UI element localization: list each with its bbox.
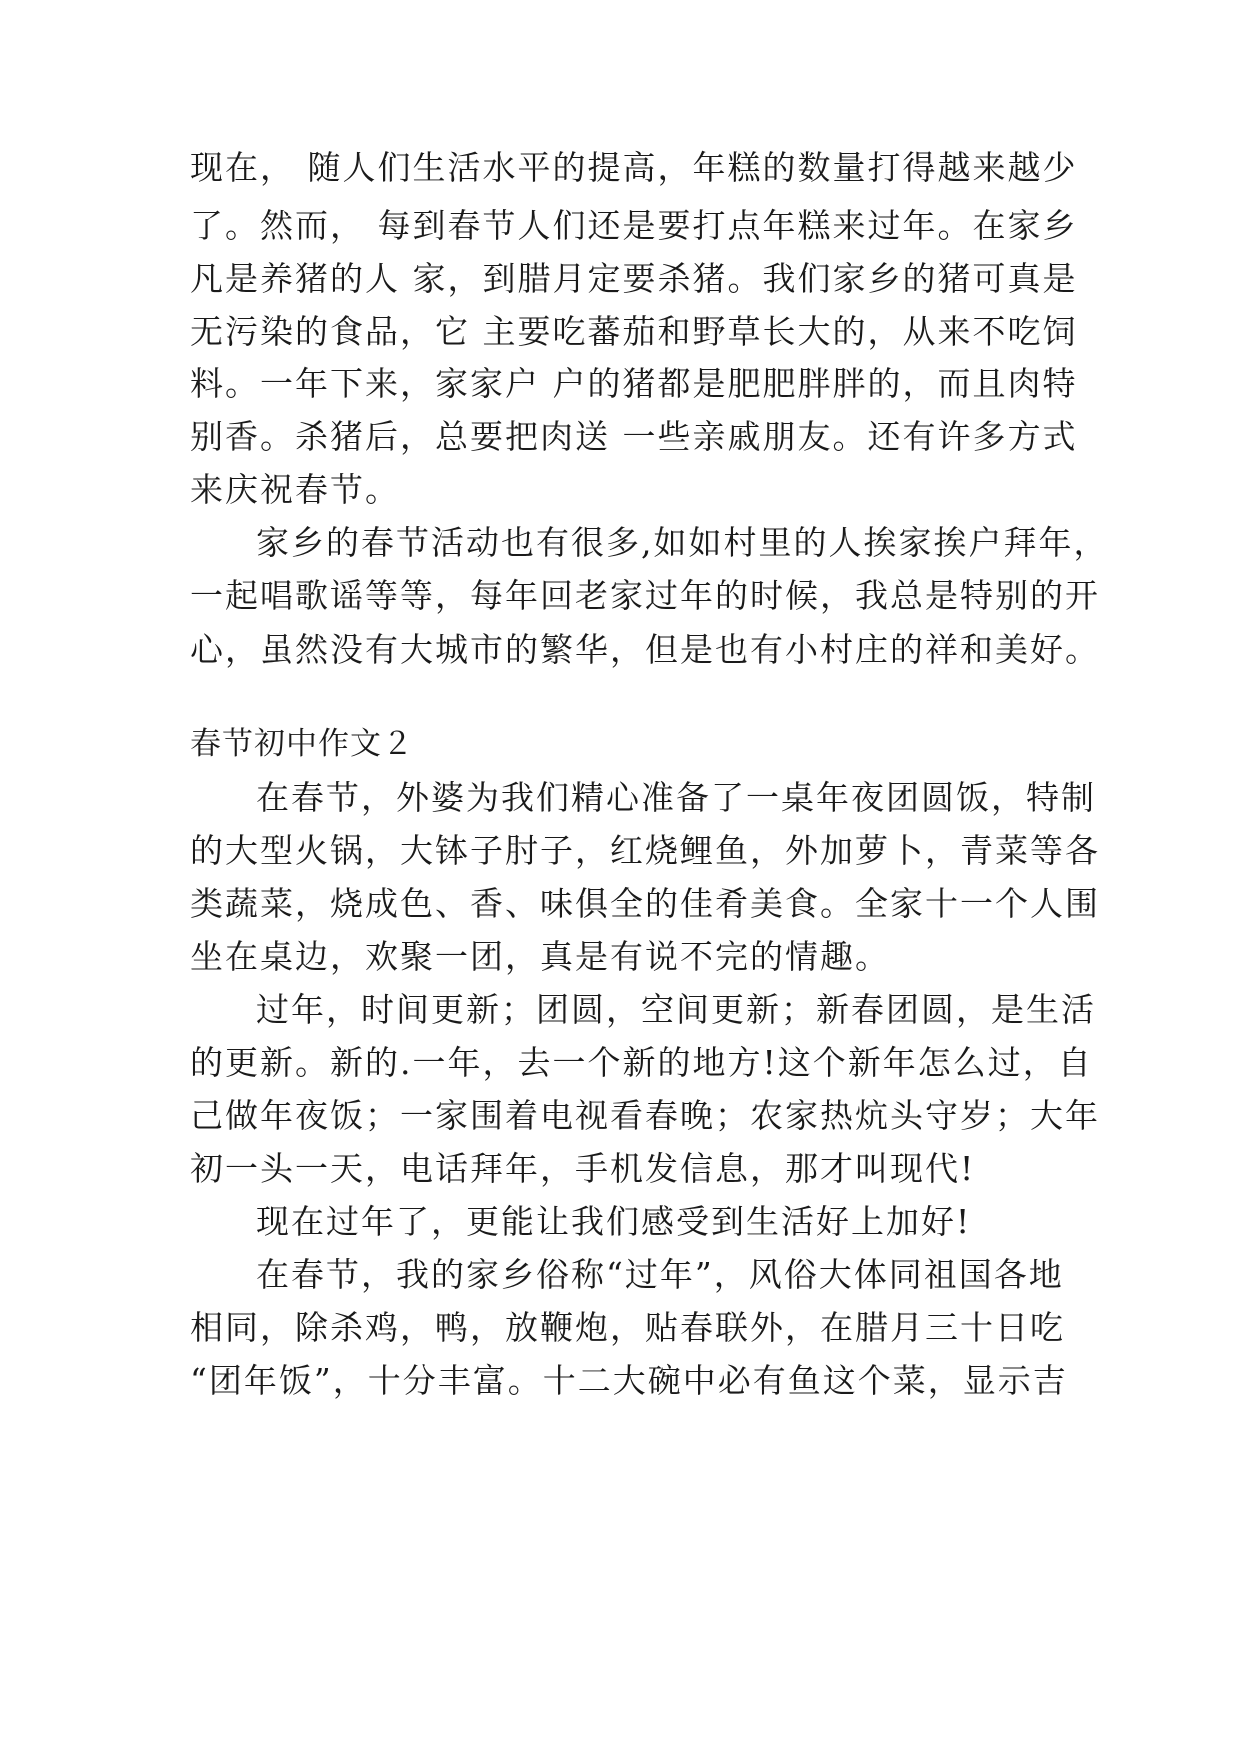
text-line: 坐在桌边，欢聚一团，真是有说不完的情趣。: [190, 937, 890, 976]
text-line: 现在过年了，更能让我们感受到生活好上加好!: [256, 1202, 972, 1241]
text-line: 心，虽然没有大城市的繁华，但是也有小村庄的祥和美好。: [190, 630, 1100, 669]
text-line: 了。然而， 每到春节人们还是要打点年糕来过年。在家乡: [190, 206, 1078, 245]
text-line: “团年饭”，十分丰富。十二大碗中必有鱼这个菜，显示吉: [190, 1361, 1068, 1400]
text-line: 别香。杀猪后，总要把肉送 一些亲戚朋友。还有许多方式: [190, 417, 1078, 456]
text-line: 类蔬菜，烧成色、香、味俱全的佳肴美食。全家十一个人围: [190, 884, 1100, 923]
text-line: 一起唱歌谣等等，每年回老家过年的时候，我总是特别的开: [190, 576, 1100, 615]
text-line: 家乡的春节活动也有很多,如如村里的人挨家挨户拜年，: [256, 523, 1109, 562]
text-line: 现在， 随人们生活水平的提高，年糕的数量打得越来越少: [190, 148, 1078, 187]
text-line: 在春节，我的家乡俗称“过年”，风俗大体同祖国各地: [256, 1255, 1064, 1294]
text-line: 的更新。新的.一年，去一个新的地方!这个新年怎么过，自: [190, 1043, 1093, 1082]
text-line: 无污染的食品，它 主要吃蕃茄和野草长大的，从来不吃饲: [190, 312, 1078, 351]
text-line: 初一头一天，电话拜年，手机发信息，那才叫现代!: [190, 1149, 976, 1188]
text-line: 凡是养猪的人 家，到腊月定要杀猪。我们家乡的猪可真是: [190, 259, 1078, 298]
text-line: 在春节，外婆为我们精心准备了一桌年夜团圆饭，特制: [256, 778, 1096, 817]
text-line: 的大型火锅，大钵子肘子，红烧鲤鱼，外加萝卜，青菜等各: [190, 831, 1100, 870]
text-line: 相同，除杀鸡，鸭，放鞭炮，贴春联外，在腊月三十日吃: [190, 1308, 1065, 1347]
section-heading: 春节初中作文２: [190, 726, 414, 762]
text-line: 己做年夜饭；一家围着电视看春晚；农家热炕头守岁；大年: [190, 1096, 1100, 1135]
text-line: 来庆祝春节。: [190, 470, 400, 509]
text-line: 料。一年下来，家家户 户的猪都是肥肥胖胖的，而且肉特: [190, 364, 1078, 403]
text-line: 过年，时间更新；团圆，空间更新；新春团圆，是生活: [256, 990, 1096, 1029]
